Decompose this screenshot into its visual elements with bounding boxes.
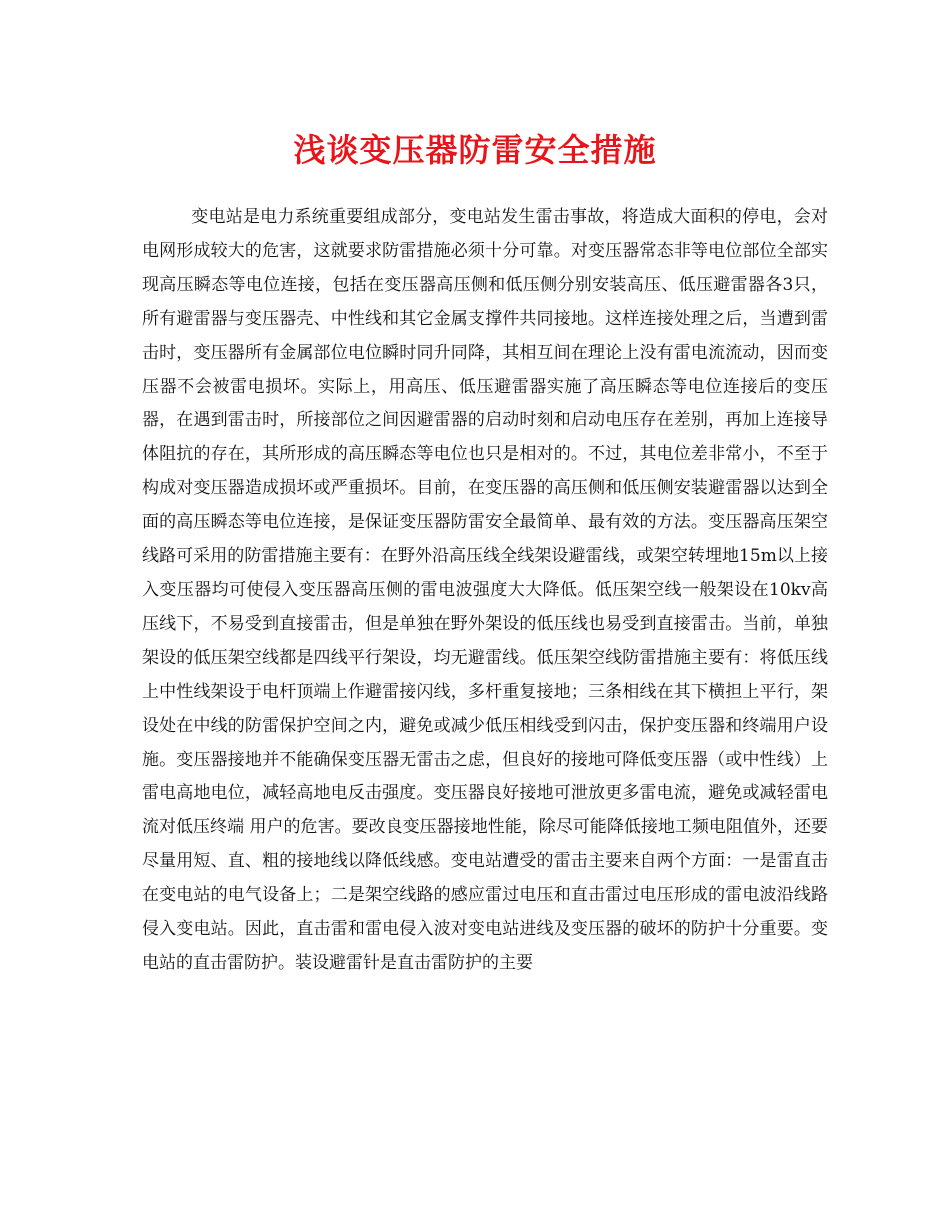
document-title: 浅谈变压器防雷安全措施 (293, 131, 657, 169)
body-paragraph: 变电站是电力系统重要组成部分，变电站发生雷击事故，将造成大面积的停电，会对电网形成较大的危害，这就要求防雷措施必须十分可靠。对变压器常态非等电位部位全部实现高压瞬态等电位连接，包括在变压器高压侧和低压侧分别安装高压、低压避雷器各3只，所有避雷器与变压器壳、中性线和其它金属支撑件共同接地。这样连接处理之后，当遭到雷击时，变压器所有金属部位电位瞬时同升同降，其相互间在理论上没有雷电流流动，因而变压器不会被雷电损坏。实际上，用高压、低压避雷器实施了高压瞬态等电位连接后的变压器，在遇到雷击时，所接部位之间因避雷器的启动时刻和启动电压存在差别，再加上连接导体阻抗的存在，其所形成的高压瞬态等电位也只是相对的。不过，其电位差非常小，不至于构成对变压器造成损坏或严重损坏。目前，在变压器的高压侧和低压侧安装避雷器以达到全面的高压瞬态等电位连接，是保证变压器防雷安全最简单、最有效的方法。变压器高压架空线路可采用的防雷措施主要有：在野外沿高压线全线架设避雷线，或架空转埋地15m以上接入变压器均可使侵入变压器高压侧的雷电波强度大大降低。低压架空线一般架设在10kv高压线下，不易受到直接雷击，但是单独在野外架设的低压线也易受到直接雷击。当前，单独架设的低压架空线都是四线平行架设，均无避雷线。低压架空线防雷措施主要有：将低压线上中性线架设于电杆顶端上作避雷接闪线，多杆重复接地；三条相线在其下横担上平行，架设处在中线的防雷保护空间之内，避免或减少低压相线受到闪击，保护变压器和终端用户设施。变压器接地并不能确保变压器无雷击之虑，但良好的接地可降低变压器（或中性线）上雷电高地电位，减轻高地电反击强度。变压器良好接地可泄放更多雷电流，避免或减轻雷电流对低压终端 用户的危害。要改良变压器接地性能，除尽可能降低接地工频电阻值外，还要尽量用短、直、粗的接地线以降低线感。变电站遭受的雷击主要来自两个方面：一是雷直击在变电站的电气设备上；二是架空线路的感应雷过电压和直击雷过电压形成的雷电波沿线路侵入变电站。因此，直击雷和雷电侵入波对变电站进线及变压器的破坏的防护十分重要。变电站的直击雷防护。装设避雷针是直击雷防护的主要 (142, 207, 828, 973)
